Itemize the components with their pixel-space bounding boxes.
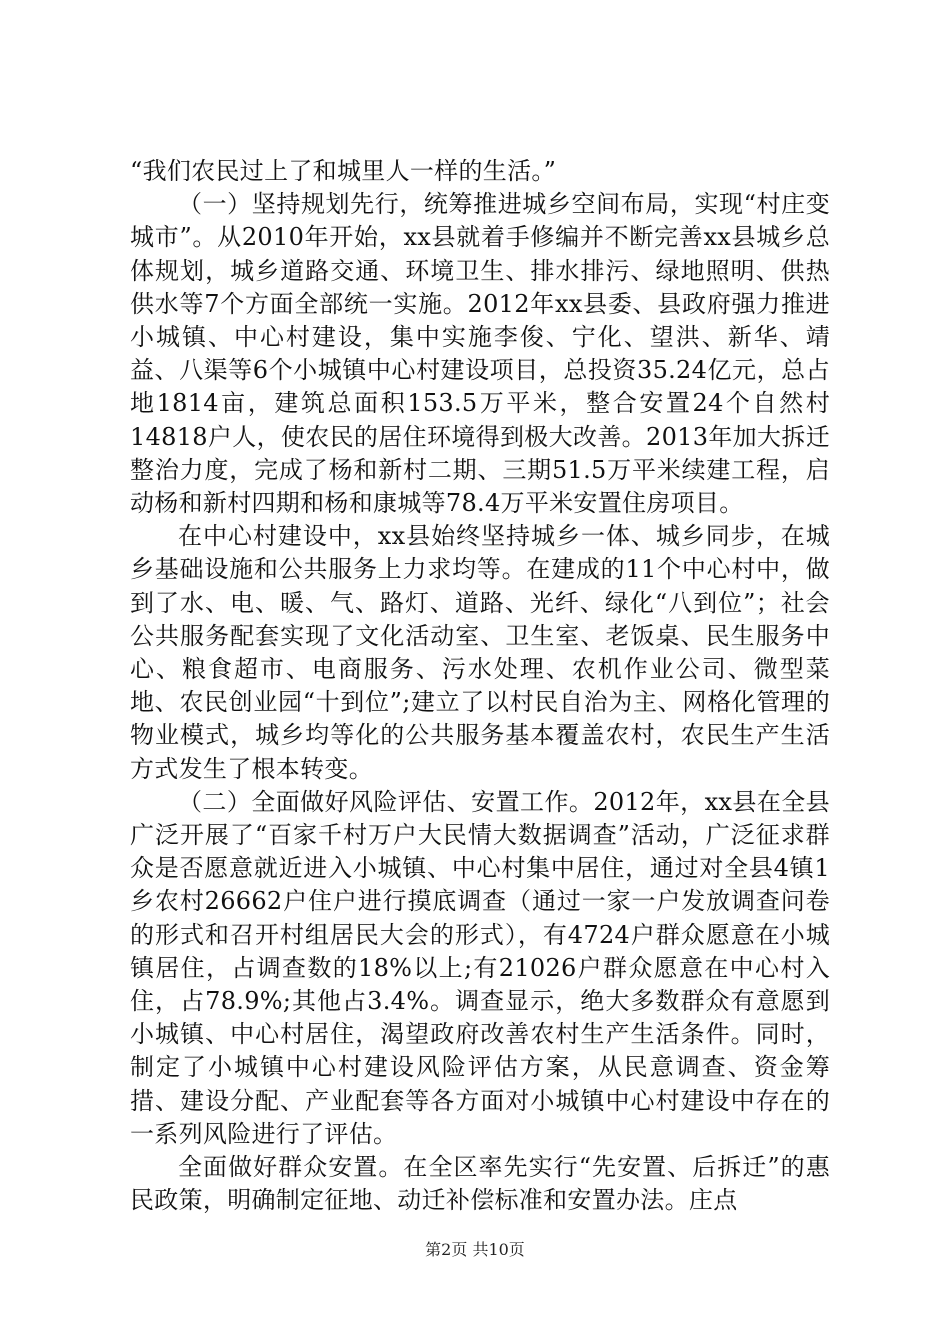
paragraph-5: 全面做好群众安置。在全区率先实行“先安置、后拆迁”的惠民政策，明确制定征地、动迁补偿标准和安置办法。庄点: [130, 1153, 830, 1215]
document-body: [130, 155, 830, 1218]
paragraph-1: “我们农民过上了和城里人一样的生活。”: [130, 157, 557, 185]
page-number-footer: 第2页 共10页: [425, 1240, 525, 1259]
paragraph-3: 在中心村建设中，xx县始终坚持城乡一体、城乡同步，在城乡基础设施和公共服务上力求均等。在建成的11个中心村中，做到了水、电、暖、气、路灯、道路、光纤、绿化“八到位”；社会公共服务配套实现了文化活动室、卫生室、老饭桌、民生服务中心、粮食超市、电商服务、污水处理、农机作业公司、微型菜地、农民创业园“十到位”;建立了以村民自治为主、网格化管理的物业模式，城乡均等化的公共服务基本覆盖农村，农民生产生活方式发生了根本转变。: [130, 522, 830, 783]
paragraph-4: （二）全面做好风险评估、安置工作。2012年，xx县在全县广泛开展了“百家千村万户大民情大数据调查”活动，广泛征求群众是否愿意就近进入小城镇、中心村集中居住，通过对全县4镇1乡农村26662户住户进行摸底调查（通过一家一户发放调查问卷的形式和召开村组居民大会的形式），有4724户群众愿意在小城镇居住，占调查数的18%以上;有21026户群众愿意在中心村入住，占78.9%;其他占3.4%。调查显示，绝大多数群众有意愿到小城镇、中心村居住，渴望政府改善农村生产生活条件。同时，制定了小城镇中心村建设风险评估方案，从民意调查、资金筹措、建设分配、产业配套等各方面对小城镇中心村建设中存在的一系列风险进行了评估。: [130, 787, 830, 1148]
paragraph-2: （一）坚持规划先行，统筹推进城乡空间布局，实现“村庄变城市”。从2010年开始，xx县就着手修编并不断完善xx县城乡总体规划，城乡道路交通、环境卫生、排水排污、绿地照明、供热供水等7个方面全部统一实施。2012年xx县委、县政府强力推进小城镇、中心村建设，集中实施李俊、宁化、望洪、新华、靖益、八渠等6个小城镇中心村建设项目，总投资35.24亿元，总占地1814亩，建筑总面积153.5万平米，整合安置24个自然村14818户人，使农民的居住环境得到极大改善。2013年加大拆迁整治力度，完成了杨和新村二期、三期51.5万平米续建工程，启动杨和新村四期和杨和康城等78.4万平米安置住房项目。: [130, 190, 830, 518]
